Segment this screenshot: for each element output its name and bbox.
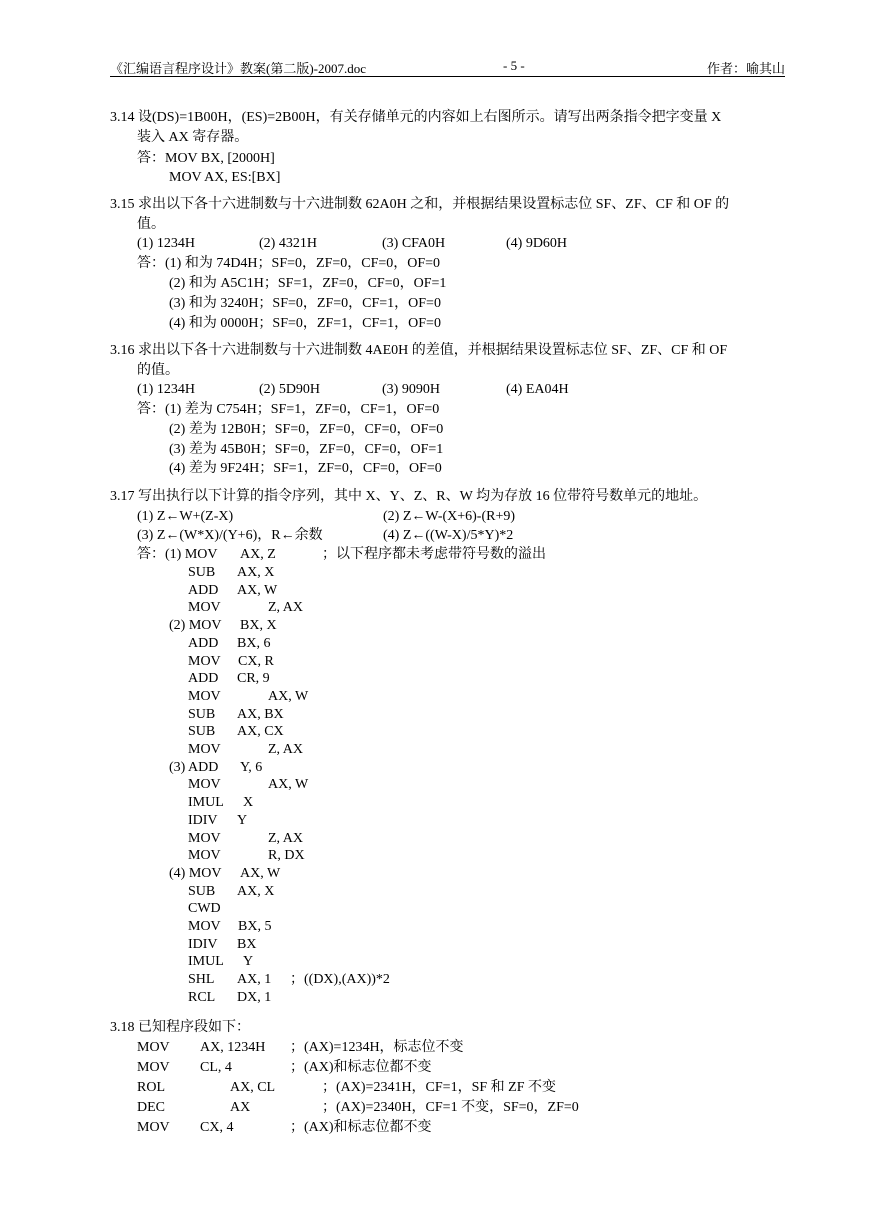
header-doc-title: 《汇编语言程序设计》教案(第二版)-2007.doc — [110, 61, 367, 76]
code-opcode: ADD — [188, 583, 219, 598]
code-comment: ；((DX),(AX))*2 — [290, 972, 390, 987]
code-opcode: RCL — [188, 990, 216, 1005]
code-opcode: SUB — [188, 724, 216, 739]
q314-line1: 3.14 设(DS)=1B00H，(ES)=2B00H，有关存储单元的内容如上右图所示。请写出两条指令把字变量 X — [110, 110, 722, 125]
code-operand: R, DX — [268, 848, 305, 863]
page-header — [110, 58, 785, 78]
code-comment: ；(AX)和标志位都不变 — [290, 1060, 432, 1075]
code-operand: X — [243, 795, 254, 810]
code-opcode: SHL — [188, 972, 215, 987]
q316-options — [137, 381, 737, 399]
q314-answer1: 答：MOV BX, [2000H] — [137, 151, 275, 166]
q316-option: (3) 9090H — [382, 382, 440, 397]
q315-answer3: (3) 和为 3240H；SF=0，ZF=0，CF=1，OF=0 — [169, 296, 441, 311]
header-page-number: - 5 - — [503, 58, 525, 73]
q316-option: (4) EA04H — [506, 382, 569, 397]
code-operand: AX, BX — [237, 707, 284, 722]
q315-answer4: (4) 和为 0000H；SF=0，ZF=1，CF=1，OF=0 — [169, 316, 441, 331]
code-operand: AX, W — [268, 689, 309, 704]
code-operand: AX, 1 — [237, 972, 272, 987]
q314-line2: 装入 AX 寄存器。 — [137, 130, 249, 145]
code-operand: AX, X — [237, 565, 275, 580]
code-label: (3) ADD — [169, 760, 219, 775]
q317-answer-prefix: 答：(1) MOV — [137, 547, 218, 562]
code-operand: AX, 1234H — [200, 1040, 266, 1055]
code-operand: AX, W — [240, 866, 281, 881]
code-operand: AX, CX — [237, 724, 284, 739]
code-opcode: MOV — [137, 1060, 170, 1075]
code-opcode: MOV — [137, 1120, 170, 1135]
q316-answer3: (3) 差为 45B0H；SF=0，ZF=0，CF=0，OF=1 — [169, 442, 444, 457]
code-opcode: MOV — [188, 919, 221, 934]
code-operand: BX, X — [240, 618, 277, 633]
q316-line1: 3.16 求出以下各十六进制数与十六进制数 4AE0H 的差值，并根据结果设置标志位 SF、ZF、CF 和 OF — [110, 343, 728, 358]
code-comment: ；(AX)和标志位都不变 — [290, 1120, 432, 1135]
code-operand: Z, AX — [268, 831, 303, 846]
code-operand: BX — [237, 937, 257, 952]
code-opcode: MOV — [188, 654, 221, 669]
code-operand: CX, R — [238, 654, 274, 669]
q317-problem4: (4) Z←((W-X)/5*Y)*2 — [383, 528, 514, 543]
q317-problem1: (1) Z←W+(Z-X) — [137, 509, 234, 524]
code-opcode: SUB — [188, 884, 216, 899]
header-rule — [110, 76, 785, 77]
code-comment: ；(AX)=2340H，CF=1 不变，SF=0，ZF=0 — [322, 1100, 579, 1115]
code-opcode: MOV — [188, 777, 221, 792]
q316-line2: 的值。 — [137, 363, 179, 378]
code-operand: Y — [237, 813, 248, 828]
code-operand: AX, W — [237, 583, 278, 598]
q315-option: (2) 4321H — [259, 236, 317, 251]
code-operand: CX, 4 — [200, 1120, 234, 1135]
code-operand: CL, 4 — [200, 1060, 232, 1075]
q315-option: (4) 9D60H — [506, 236, 568, 251]
q317-problem3: (3) Z←(W*X)/(Y+6)，R←余数 — [137, 528, 323, 543]
code-operand: AX — [230, 1100, 251, 1115]
code-opcode: MOV — [188, 742, 221, 757]
code-opcode: IMUL — [188, 954, 224, 969]
code-opcode: IDIV — [188, 937, 218, 952]
code-operand: Z, AX — [268, 600, 303, 615]
code-comment: ；(AX)=2341H，CF=1，SF 和 ZF 不变 — [322, 1080, 556, 1095]
code-opcode: CWD — [188, 901, 221, 916]
q317-answer-comment: ；以下程序都未考虑带符号数的溢出 — [322, 547, 546, 562]
code-opcode: MOV — [188, 848, 221, 863]
q317-answer-operand: AX, Z — [240, 547, 276, 562]
q315-options — [137, 235, 737, 253]
code-opcode: MOV — [188, 600, 221, 615]
code-label: (2) MOV — [169, 618, 222, 633]
code-label: (4) MOV — [169, 866, 222, 881]
q316-answer4: (4) 差为 9F24H；SF=1，ZF=0，CF=0，OF=0 — [169, 461, 442, 476]
q316-answer1: 答：(1) 差为 C754H；SF=1，ZF=0，CF=1，OF=0 — [137, 402, 440, 417]
q315-line1: 3.15 求出以下各十六进制数与十六进制数 62A0H 之和，并根据结果设置标志位 SF、ZF、CF 和 OF 的 — [110, 197, 730, 212]
code-operand: AX, X — [237, 884, 275, 899]
code-operand: Y — [243, 954, 254, 969]
code-operand: BX, 6 — [237, 636, 271, 651]
code-operand: AX, W — [268, 777, 309, 792]
code-operand: Z, AX — [268, 742, 303, 757]
code-opcode: SUB — [188, 565, 216, 580]
code-opcode: IDIV — [188, 813, 218, 828]
q314-answer2: MOV AX, ES:[BX] — [169, 170, 281, 185]
q316-option: (2) 5D90H — [259, 382, 321, 397]
code-opcode: DEC — [137, 1100, 165, 1115]
code-operand: AX, CL — [230, 1080, 276, 1095]
code-comment: ；(AX)=1234H，标志位不变 — [290, 1040, 464, 1055]
code-opcode: SUB — [188, 707, 216, 722]
code-opcode: IMUL — [188, 795, 224, 810]
code-opcode: MOV — [188, 689, 221, 704]
q316-answer2: (2) 差为 12B0H；SF=0，ZF=0，CF=0，OF=0 — [169, 422, 444, 437]
q315-line2: 值。 — [137, 217, 165, 232]
code-operand: CR, 9 — [237, 671, 270, 686]
q315-option: (3) CFA0H — [382, 236, 446, 251]
code-opcode: MOV — [188, 831, 221, 846]
code-operand: BX, 5 — [238, 919, 272, 934]
q318-line1: 3.18 已知程序段如下： — [110, 1020, 250, 1035]
q317-line1: 3.17 写出执行以下计算的指令序列，其中 X、Y、Z、R、W 均为存放 16 位带符号数单元的地址。 — [110, 489, 708, 504]
code-opcode: ADD — [188, 636, 219, 651]
q315-answer1: 答：(1) 和为 74D4H；SF=0，ZF=0，CF=0，OF=0 — [137, 256, 441, 271]
q316-option: (1) 1234H — [137, 382, 195, 397]
code-operand: DX, 1 — [237, 990, 272, 1005]
q315-answer2: (2) 和为 A5C1H；SF=1，ZF=0，CF=0，OF=1 — [169, 276, 447, 291]
q315-option: (1) 1234H — [137, 236, 195, 251]
header-author: 作者：喻其山 — [706, 61, 785, 76]
code-opcode: ADD — [188, 671, 219, 686]
code-operand: Y, 6 — [240, 760, 263, 775]
q317-problem2: (2) Z←W-(X+6)-(R+9) — [383, 509, 516, 524]
code-opcode: MOV — [137, 1040, 170, 1055]
code-opcode: ROL — [137, 1080, 165, 1095]
